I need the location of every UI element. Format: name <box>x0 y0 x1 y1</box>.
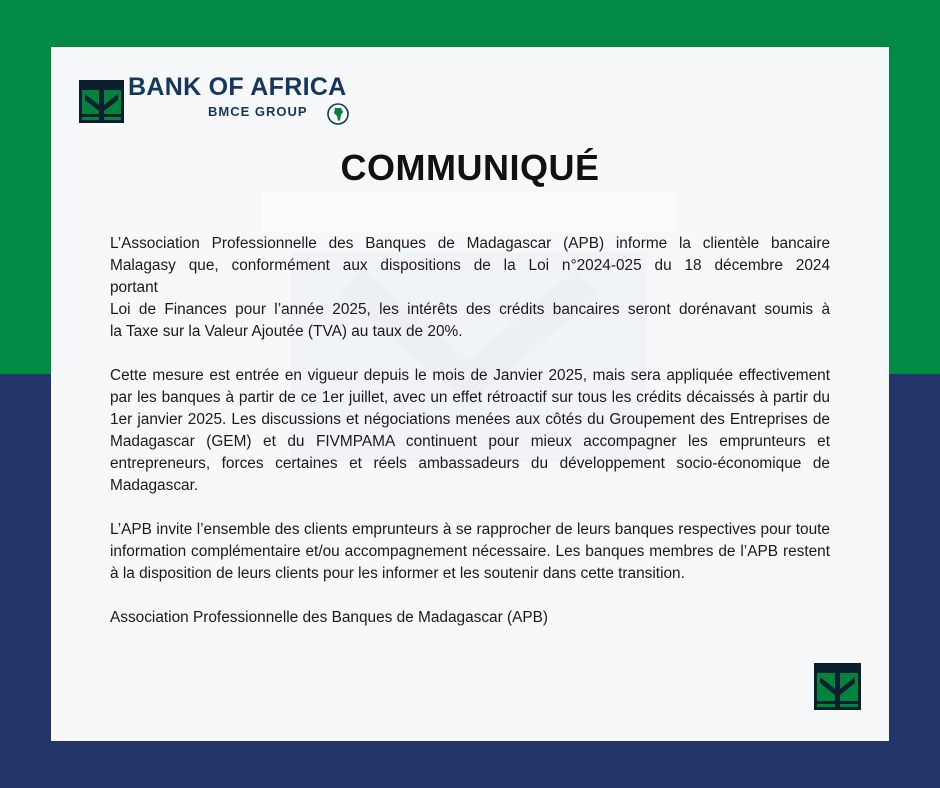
bank-of-africa-logo-icon <box>79 80 124 123</box>
brand-name: BANK OF AFRICA <box>128 73 347 101</box>
paragraph-1-line: L’Association Professionnelle des Banques de Madagascar (APB) informe la clientèle bancaire <box>110 235 830 252</box>
paragraph-1-line: portant <box>110 279 158 296</box>
paragraph-1-line: Loi de Finances pour l’année 2025, les intérêts des crédits bancaires seront dorénavant soumis à <box>110 301 830 318</box>
signature: Association Professionnelle des Banques de Madagascar (APB) <box>110 609 549 626</box>
paragraph-2: Cette mesure est entrée en vigueur depuis le mois de Janvier 2025, mais sera appliquée effectivement par les banques à partir de ce 1er juillet, avec un effet rétroactif sur tous les crédits décaissés à partir du 1er janvier 2025. Les discussions et négociations menées aux côtés du Groupement des Entreprises de Madagascar (GEM) et du FIVMPAMA continuent pour mieux accompagner les emprunteurs et entrepreneurs, forces certaines et réels ambassadeurs du développement socio-économique de Madagascar. <box>110 367 830 494</box>
africa-globe-icon <box>327 103 349 125</box>
communique-card <box>51 47 889 741</box>
paragraph-1-line: la Taxe sur la Valeur Ajoutée (TVA) au taux de 20%. <box>110 323 463 340</box>
page-title: COMMUNIQUÉ <box>340 147 600 188</box>
paragraph-1-line: Malagasy que, conformément aux dispositions de la Loi n°2024-025 du 18 décembre 2024 <box>110 257 830 274</box>
brand-group: BMCE GROUP <box>208 104 308 119</box>
paragraph-1 <box>110 233 830 343</box>
communique-body <box>110 233 830 629</box>
corner-logo-icon <box>814 663 861 710</box>
paragraph-3: L’APB invite l’ensemble des clients emprunteurs à se rapprocher de leurs banques respectives pour toute information complémentaire et/ou accompagnement nécessaire. Les banques membres de l’APB restent à la disposition de leurs clients pour les informer et les soutenir dans cette transition. <box>110 521 830 582</box>
